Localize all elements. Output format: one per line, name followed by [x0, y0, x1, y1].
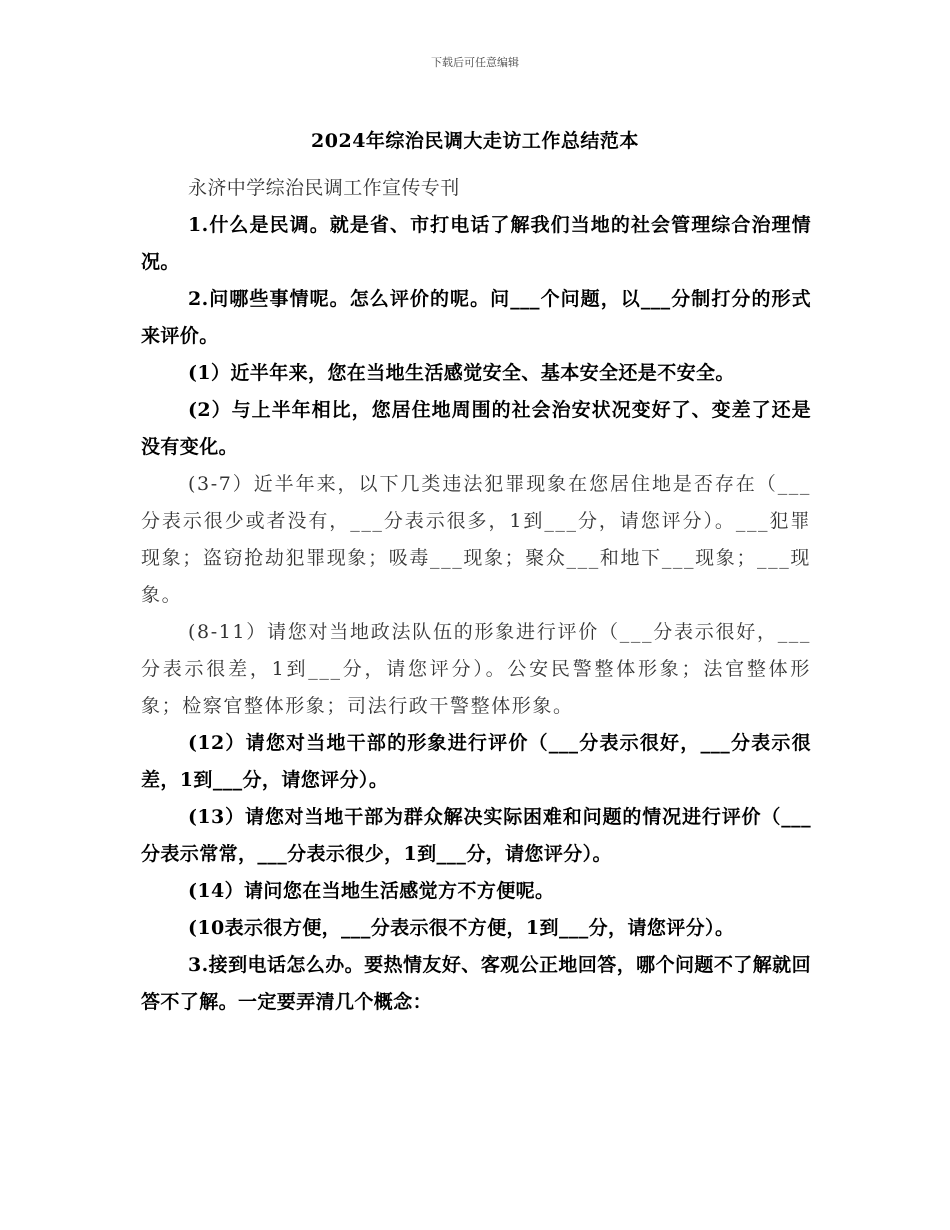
document-title: 2024年综治民调大走访工作总结范本	[311, 130, 639, 152]
paragraph-question-1: (1）近半年来，您在当地生活感觉安全、基本安全还是不安全。	[188, 362, 735, 384]
paragraph-item-2: 2.问哪些事情呢。怎么评价的呢。问___个问题，以___分制打分的形式来评价。	[141, 288, 811, 347]
paragraph-question-8-11: (8-11）请您对当地政法队伍的形象进行评价（___分表示很好，___分表示很差，1到___分，请您评分）。公安民警整体形象；法官整体形象；检察官整体形象；司法行政干警整体形象。	[141, 621, 811, 717]
header-note: 下载后可任意编辑	[431, 56, 519, 69]
paragraph-question-13: (13）请您对当地干部为群众解决实际困难和问题的情况进行评价（___分表示常常，___分表示很少，1到___分，请您评分）。	[141, 806, 811, 865]
paragraph-subtitle: 永济中学综治民调工作宣传专刊	[188, 177, 460, 199]
paragraph-question-2: (2）与上半年相比，您居住地周围的社会治安状况变好了、变差了还是没有变化。	[141, 399, 811, 458]
paragraph-question-12: (12）请您对当地干部的形象进行评价（___分表示很好，___分表示很差，1到___分，请您评分）。	[141, 732, 811, 791]
paragraph-item-3: 3.接到电话怎么办。要热情友好、客观公正地回答，哪个问题不了解就回答不了解。一定要弄清几个概念：	[141, 954, 811, 1013]
document-body	[141, 170, 811, 1021]
paragraph-question-14-scale: (10表示很方便，___分表示很不方便，1到___分，请您评分）。	[188, 917, 735, 939]
paragraph-question-3-7: (3-7）近半年来，以下几类违法犯罪现象在您居住地是否存在（___分表示很少或者没有，___分表示很多，1到___分，请您评分）。___犯罪现象；盗窃抢劫犯罪现象；吸毒___现象；聚众___和地下___现象；___现象。	[141, 473, 811, 606]
paragraph-question-14: (14）请问您在当地生活感觉方不方便呢。	[188, 880, 555, 902]
paragraph-item-1: 1.什么是民调。就是省、市打电话了解我们当地的社会管理综合治理情况。	[141, 214, 811, 273]
